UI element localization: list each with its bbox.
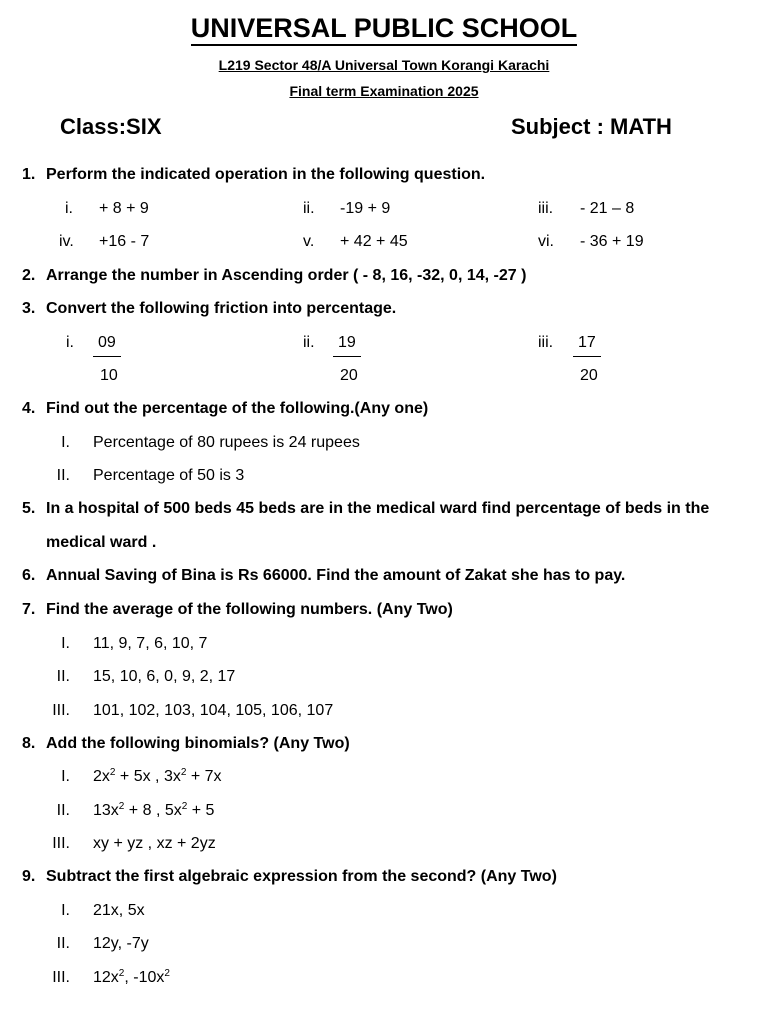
q8-item-numeral: II. (56, 802, 70, 819)
q1-item-text: + 42 + 45 (340, 233, 408, 250)
fraction-numerator: 17 (573, 334, 601, 357)
subject-label: Subject : MATH (511, 114, 672, 139)
q9-item-numeral: II. (56, 935, 70, 952)
q3-item-numeral: iii. (538, 334, 554, 351)
q4-item-numeral: I. (61, 434, 70, 451)
question-4: 4. Find out the percentage of the following.(Any one) (22, 400, 429, 417)
q9-item-expression: 21x, 5x (93, 902, 145, 919)
q9-item-numeral: III. (52, 969, 70, 986)
q1-item-text: - 36 + 19 (580, 233, 644, 250)
q8-item-expression: $13x^2 + 8$ , $5x^2 + 5$ (93, 801, 215, 819)
question-3: 3. Convert the following friction into percentage. (22, 300, 397, 317)
q3-item-numeral: i. (66, 334, 74, 351)
q4-item-text: Percentage of 50 is 3 (93, 467, 245, 484)
school-address: L219 Sector 48/A Universal Town Korangi Karachi (218, 57, 550, 73)
q1-item-numeral: v. (303, 233, 315, 250)
question-5: 5. In a hospital of 500 beds 45 beds are in the medical ward find percentage of beds in the (22, 500, 710, 517)
q7-item-text: 101, 102, 103, 104, 105, 106, 107 (93, 702, 334, 719)
q8-item-expression: xy + yz , xz + 2yz (93, 835, 216, 852)
q1-item-numeral: vi. (538, 233, 554, 250)
q8-item-expression: $2x^2 + 5x$ , $3x^2 + 7x$ (93, 767, 222, 785)
q4-item-text: Percentage of 80 rupees is 24 rupees (93, 434, 360, 451)
q4-item-numeral: II. (56, 467, 70, 484)
q9-item-expression: 12y, -7y (93, 935, 149, 952)
q1-item-text: -19 + 9 (340, 200, 391, 217)
fraction-numerator: 09 (93, 334, 121, 357)
question-9: 9. Subtract the first algebraic expression from the second? (Any Two) (22, 868, 557, 885)
question-7: 7. Find the average of the following numbers. (Any Two) (22, 601, 453, 618)
q1-item-text: +16 - 7 (99, 233, 150, 250)
q8-item-numeral: I. (61, 768, 70, 785)
question-8: 8. Add the following binomials? (Any Two) (22, 735, 350, 752)
question-1: 1. Perform the indicated operation in the following question. (22, 166, 486, 183)
q9-item-numeral: I. (61, 902, 70, 919)
q1-item-numeral: i. (65, 200, 73, 217)
q7-item-numeral: II. (56, 668, 70, 685)
exam-title: Final term Examination 2025 (289, 83, 479, 99)
q1-item-numeral: ii. (303, 200, 315, 217)
q7-item-text: 15, 10, 6, 0, 9, 2, 17 (93, 668, 236, 685)
q3-item-numeral: ii. (303, 334, 315, 351)
q7-item-numeral: III. (52, 702, 70, 719)
class-label: Class:SIX (60, 114, 162, 139)
fraction-denominator: 20 (340, 367, 358, 384)
q1-item-numeral: iv. (59, 233, 74, 250)
question-6: 6. Annual Saving of Bina is Rs 66000. Find the amount of Zakat she has to pay. (22, 567, 626, 584)
fraction-denominator: 10 (100, 367, 118, 384)
q7-item-numeral: I. (61, 635, 70, 652)
fraction-denominator: 20 (580, 367, 598, 384)
fraction-numerator: 19 (333, 334, 361, 357)
q8-item-numeral: III. (52, 835, 70, 852)
question-5-continued: medical ward . (46, 534, 157, 551)
q1-item-text: - 21 – 8 (580, 200, 635, 217)
q7-item-text: 11, 9, 7, 6, 10, 7 (93, 635, 208, 652)
q1-item-numeral: iii. (538, 200, 554, 217)
school-name: UNIVERSAL PUBLIC SCHOOL (0, 13, 768, 44)
q1-item-text: + 8 + 9 (99, 200, 149, 217)
q9-item-expression: $12x^2$, $-10x^2$ (93, 968, 170, 986)
question-2: 2. Arrange the number in Ascending order ( - 8, 16, -32, 0, 14, -27 ) (22, 267, 527, 284)
